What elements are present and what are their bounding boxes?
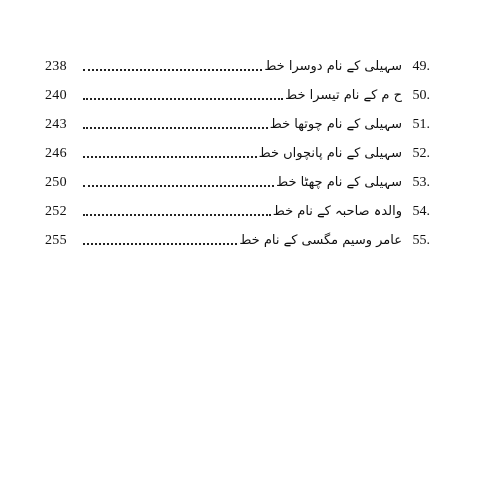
toc-entry[interactable] [45, 197, 430, 226]
toc-entry[interactable] [45, 52, 430, 81]
table-of-contents [45, 52, 430, 255]
toc-entry-title: ح م کے نام تیسرا خط [285, 88, 402, 103]
toc-entry[interactable] [45, 139, 430, 168]
toc-entry-title: سہیلی کے نام دوسرا خط [264, 59, 402, 74]
dotted-leader [83, 69, 262, 71]
toc-entry-number: 55. [412, 232, 430, 248]
toc-entry-number: 52. [412, 145, 430, 161]
dotted-leader [83, 214, 271, 216]
toc-entry[interactable] [45, 81, 430, 110]
dotted-leader [83, 127, 268, 129]
dotted-leader [83, 98, 283, 100]
dotted-leader [83, 243, 237, 245]
toc-entry[interactable] [45, 226, 430, 255]
toc-entry-number: 49. [412, 58, 430, 74]
toc-page-number: 252 [45, 203, 67, 219]
dotted-leader [83, 156, 257, 158]
toc-page-number: 240 [45, 87, 67, 103]
toc-page-number: 255 [45, 232, 67, 248]
toc-entry-number: 50. [412, 87, 430, 103]
toc-entry-title: والدہ صاحبہ کے نام خط [272, 204, 402, 219]
toc-page-number: 243 [45, 116, 67, 132]
toc-page-number: 238 [45, 58, 67, 74]
toc-entry-title: سہیلی کے نام چھٹا خط [276, 175, 402, 190]
toc-entry-title: سہیلی کے نام چوتھا خط [269, 117, 402, 132]
toc-entry-title: عامر وسیم مگسی کے نام خط [239, 233, 402, 248]
toc-entry-title: سہیلی کے نام پانچواں خط [258, 146, 402, 161]
dotted-leader [83, 185, 274, 187]
toc-page-number: 246 [45, 145, 67, 161]
toc-entry-number: 53. [412, 174, 430, 190]
toc-page-number: 250 [45, 174, 67, 190]
toc-entry-number: 51. [412, 116, 430, 132]
toc-entry[interactable] [45, 168, 430, 197]
toc-entry[interactable] [45, 110, 430, 139]
toc-entry-number: 54. [412, 203, 430, 219]
